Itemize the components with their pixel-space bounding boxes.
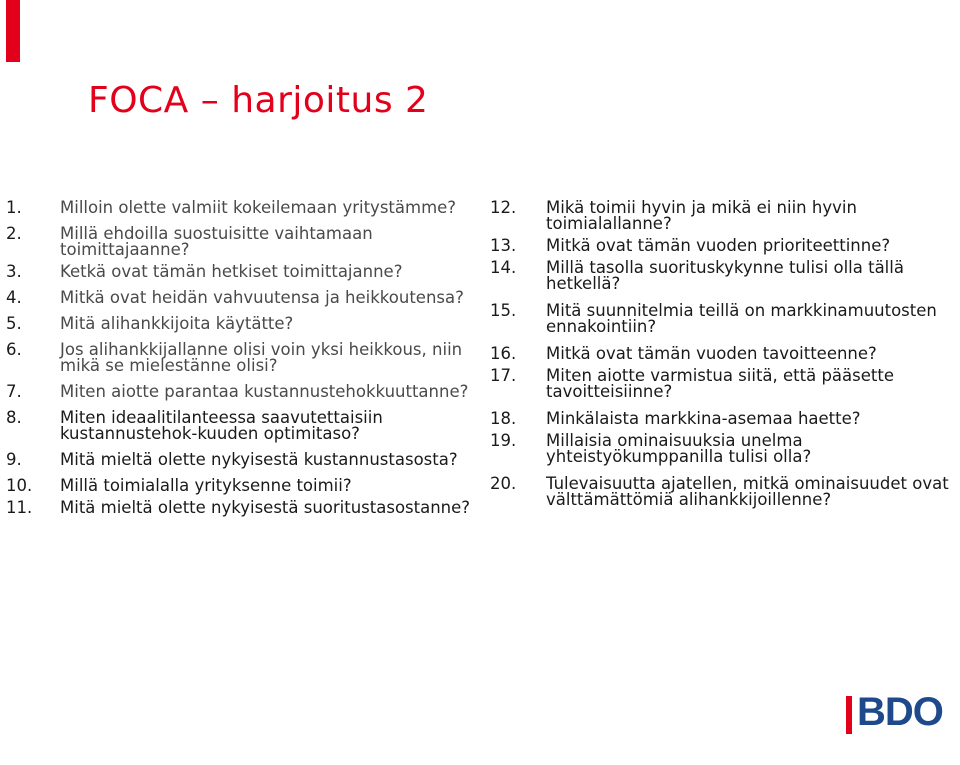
list-item — [490, 303, 960, 335]
list-item — [490, 238, 960, 254]
item-number: 7. — [6, 382, 22, 401]
item-text: Mitä suunnitelmia teillä on markkinamuutosten ennakointiin? — [546, 301, 937, 336]
item-text: Tulevaisuutta ajatellen, mitkä ominaisuudet ovat välttämättömiä alihankkijoillenne? — [546, 474, 949, 509]
item-number: 1. — [6, 198, 22, 217]
item-text: Miten ideaalitilanteessa saavutettaisiin kustannustehok-kuuden optimitaso? — [60, 408, 383, 443]
logo-wordmark: BDO — [857, 690, 943, 734]
list-item — [490, 368, 960, 400]
item-number: 16. — [490, 344, 517, 363]
item-text: Mikä toimii hyvin ja mikä ei niin hyvin toimialallanne? — [546, 198, 857, 233]
item-text: Miten aiotte parantaa kustannustehokkuuttanne? — [60, 382, 469, 401]
item-number: 5. — [6, 314, 22, 333]
item-number: 15. — [490, 301, 517, 320]
item-text: Ketkä ovat tämän hetkiset toimittajanne? — [60, 262, 403, 281]
item-text: Mitä alihankkijoita käytätte? — [60, 314, 294, 333]
item-number: 19. — [490, 431, 517, 450]
item-text: Mitä mieltä olette nykyisestä kustannustasosta? — [60, 450, 458, 469]
left-question-list — [6, 200, 476, 526]
item-number: 9. — [6, 450, 22, 469]
right-question-list — [490, 200, 960, 514]
list-item — [6, 342, 476, 374]
list-item — [490, 476, 960, 508]
item-number: 12. — [490, 198, 517, 217]
logo-accent-bar — [846, 696, 852, 734]
item-number: 14. — [490, 258, 517, 277]
item-text: Milloin olette valmiit kokeilemaan yritystämme? — [60, 198, 457, 217]
list-item — [6, 478, 476, 494]
list-item — [6, 316, 476, 332]
list-item — [6, 452, 476, 468]
list-item — [490, 260, 960, 292]
list-item — [490, 411, 960, 427]
item-text: Mitkä ovat tämän vuoden tavoitteenne? — [546, 344, 877, 363]
list-item — [6, 410, 476, 442]
item-number: 8. — [6, 408, 22, 427]
item-number: 18. — [490, 409, 517, 428]
bdo-logo — [846, 690, 956, 734]
item-number: 10. — [6, 476, 33, 495]
item-number: 20. — [490, 474, 517, 493]
slide-title: FOCA – harjoitus 2 — [88, 80, 429, 121]
item-number: 6. — [6, 340, 22, 359]
list-item — [490, 346, 960, 362]
list-item — [6, 290, 476, 306]
item-text: Millä tasolla suorituskykynne tulisi olla tällä hetkellä? — [546, 258, 904, 293]
list-item — [490, 200, 960, 232]
item-text: Jos alihankkijallanne olisi voin yksi heikkous, niin mikä se mielestänne olisi? — [60, 340, 463, 375]
item-text: Mitkä ovat heidän vahvuutensa ja heikkoutensa? — [60, 288, 464, 307]
item-text: Millaisia ominaisuuksia unelma yhteistyökumppanilla tulisi olla? — [546, 431, 812, 466]
item-text: Millä toimialalla yrityksenne toimii? — [60, 476, 352, 495]
accent-bar — [6, 0, 20, 62]
item-text: Minkälaista markkina-asemaa haette? — [546, 409, 861, 428]
item-text: Millä ehdoilla suostuisitte vaihtamaan toimittajaanne? — [60, 224, 373, 259]
item-number: 11. — [6, 498, 33, 517]
item-text: Mitkä ovat tämän vuoden prioriteettinne? — [546, 236, 891, 255]
item-text: Mitä mieltä olette nykyisestä suoritustasostanne? — [60, 498, 471, 517]
list-item — [6, 384, 476, 400]
list-item — [6, 500, 476, 516]
list-item — [6, 200, 476, 216]
list-item — [6, 264, 476, 280]
list-item — [6, 226, 476, 258]
item-number: 13. — [490, 236, 517, 255]
item-number: 17. — [490, 366, 517, 385]
list-item — [490, 433, 960, 465]
item-text: Miten aiotte varmistua siitä, että pääsette tavoitteisiinne? — [546, 366, 894, 401]
item-number: 3. — [6, 262, 22, 281]
item-number: 2. — [6, 224, 22, 243]
item-number: 4. — [6, 288, 22, 307]
